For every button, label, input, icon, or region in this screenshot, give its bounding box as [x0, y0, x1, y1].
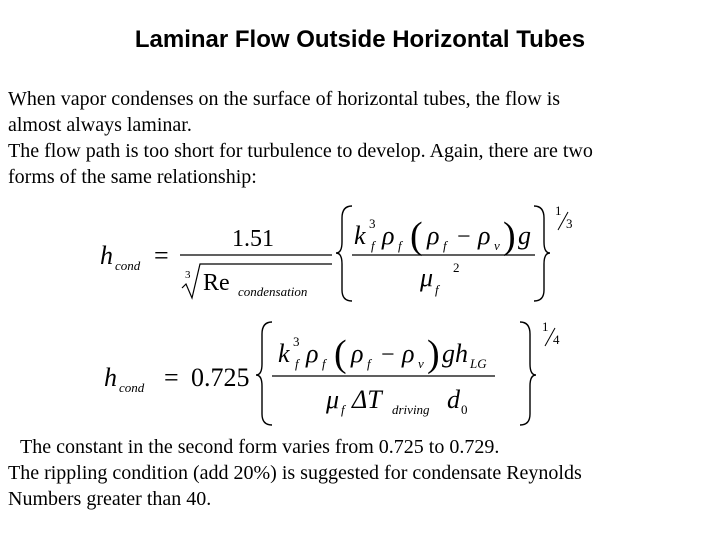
- eq2-d: d: [447, 385, 460, 414]
- eq2-exponent-denominator: 4: [553, 332, 560, 347]
- eq2-coefficient: 0.725: [191, 363, 250, 392]
- eq1-open-paren: (: [410, 215, 423, 257]
- intro-line: The flow path is too short for turbulence to develop. Again, there are two: [8, 140, 593, 162]
- eq1-rho-3-sub: v: [494, 238, 500, 253]
- eq2-k-sup: 3: [293, 334, 300, 349]
- eq2-rho-3: ρ: [402, 339, 415, 368]
- eq2-rho-3-sub: v: [418, 356, 424, 371]
- eq1-equals: =: [154, 241, 169, 270]
- eq1-mu: μ: [420, 263, 434, 292]
- eq2-equals: =: [164, 363, 179, 392]
- eq1-coefficient: 1.51: [232, 226, 274, 252]
- eq1-h: h: [100, 241, 113, 270]
- eq2-delta-t-sub: driving: [392, 402, 430, 417]
- eq2-exponent-numerator: 1: [542, 319, 549, 334]
- eq1-minus: −: [457, 224, 471, 250]
- intro-paragraph: [8, 86, 714, 190]
- eq2-rho-2: ρ: [351, 339, 364, 368]
- eq1-re: Re: [203, 270, 230, 296]
- eq1-rho-3: ρ: [478, 221, 491, 250]
- eq1-rho-1: ρ: [382, 221, 395, 250]
- eq1-right-brace: [534, 206, 550, 301]
- slide-title: Laminar Flow Outside Horizontal Tubes: [134, 26, 586, 53]
- intro-line: forms of the same relationship:: [8, 166, 257, 188]
- eq1-mu-sub: f: [435, 282, 439, 297]
- eq1-h-sub: cond: [115, 258, 141, 273]
- outro-paragraph: [8, 434, 714, 512]
- outro-line: Numbers greater than 40.: [8, 488, 212, 510]
- eq1-k: k: [354, 221, 366, 250]
- eq1-mu-sup: 2: [453, 260, 460, 275]
- equation-1: [90, 198, 590, 308]
- eq1-rho-2-sub: f: [443, 238, 447, 253]
- eq2-rho-1-sub: f: [322, 356, 326, 371]
- eq2-mu-sub: f: [341, 402, 345, 417]
- intro-line: When vapor condenses on the surface of horizontal tubes, the flow is: [8, 88, 561, 110]
- eq2-h: h: [104, 363, 117, 392]
- eq1-close-paren: ): [503, 215, 516, 257]
- eq1-left-brace: [336, 206, 352, 301]
- eq2-open-paren: (: [334, 333, 347, 375]
- eq2-right-brace: [520, 322, 536, 425]
- eq2-rho-2-sub: f: [367, 356, 371, 371]
- eq2-k: k: [278, 339, 290, 368]
- eq2-g: gh: [442, 339, 468, 368]
- eq1-exponent-denominator: 3: [566, 216, 573, 231]
- eq1-root-index: 3: [185, 269, 191, 281]
- eq2-g-sub: LG: [470, 356, 487, 371]
- eq1-k-sup: 3: [369, 216, 376, 231]
- outro-line: The rippling condition (add 20%) is suggested for condensate Reynolds: [8, 462, 582, 484]
- eq2-minus: −: [381, 342, 395, 368]
- eq2-d-sub: 0: [461, 402, 468, 417]
- eq2-delta-t: ΔT: [352, 385, 382, 414]
- outro-line: The constant in the second form varies from 0.725 to 0.729.: [20, 436, 500, 458]
- eq2-left-brace: [256, 322, 272, 425]
- eq2-h-sub: cond: [119, 380, 145, 395]
- eq1-k-sub: f: [371, 238, 375, 253]
- eq1-exponent-numerator: 1: [555, 203, 562, 218]
- equation-2: [90, 314, 590, 429]
- eq2-close-paren: ): [427, 333, 440, 375]
- eq2-rho-1: ρ: [306, 339, 319, 368]
- eq1-re-sub: condensation: [238, 284, 308, 299]
- intro-line: almost always laminar.: [8, 114, 192, 136]
- eq1-rho-1-sub: f: [398, 238, 402, 253]
- eq1-g: g: [518, 221, 531, 250]
- eq2-mu: μ: [326, 385, 340, 414]
- eq2-k-sub: f: [295, 356, 299, 371]
- eq1-rho-2: ρ: [427, 221, 440, 250]
